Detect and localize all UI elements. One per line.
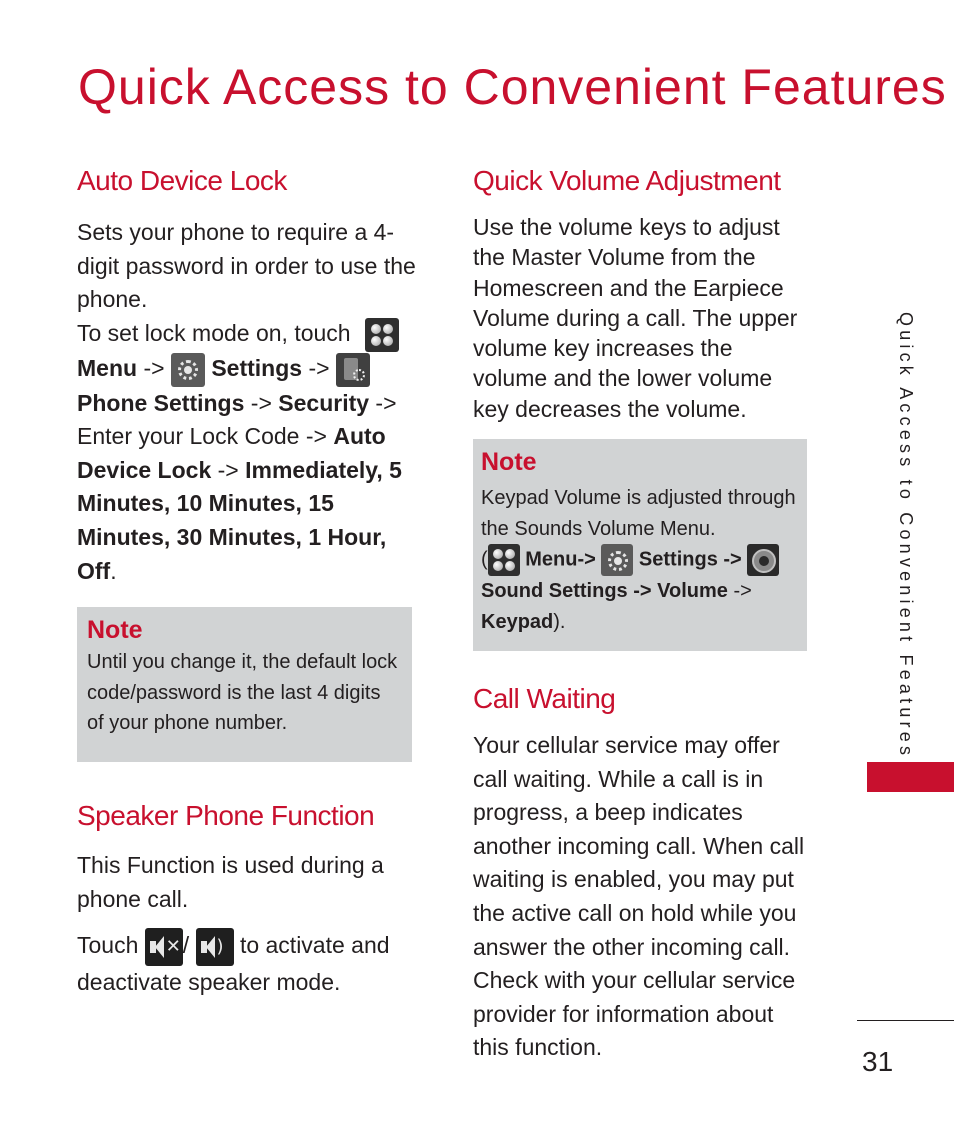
to-set-text: To set lock mode on, touch (77, 319, 351, 346)
sound-settings-icon (747, 544, 779, 576)
section-tab-marker (867, 762, 954, 792)
touch-text: Touch (77, 932, 139, 959)
menu-grid-icon (365, 318, 399, 352)
auto-device-lock-label: Auto Device Lock (77, 423, 386, 483)
keypad-label: Keypad (481, 610, 554, 633)
enter-code-text: Enter your Lock Code (77, 423, 300, 450)
auto-lock-note (77, 607, 412, 762)
sound-settings-label: Sound Settings -> (481, 580, 652, 603)
speaker-rest-text: to activate and deactivate speaker mode. (77, 932, 390, 996)
volume-note (473, 439, 807, 651)
speaker-instructions: Touch ✕ / ) to activate and deactivate speaker mode. (77, 928, 422, 1000)
settings-gear-icon (601, 544, 633, 576)
lock-options: Immediately, 5 Minutes, 10 Minutes, 15 Minutes, 30 Minutes, 1 Hour, Off (77, 456, 402, 584)
volume-label: Volume (657, 580, 728, 603)
call-waiting-heading: Call Waiting (473, 683, 616, 715)
speaker-on-icon: ) (196, 928, 234, 966)
side-section-label: Quick Access to Convenient Features (896, 312, 916, 760)
menu-grid-icon (488, 544, 520, 576)
auto-lock-instructions: To set lock mode on, touch Menu -> Settings -> Phone Settings -> Security -> Enter your Lock Code -> Auto Device Lock -> Immediately, 5 Minutes, 10 Minutes, 15 Minutes, 30 Minutes, 1 Hour, Off. (77, 317, 422, 588)
call-waiting-body: Your cellular service may offer call waiting. While a call is in progress, a beep indicates another incoming call. When call waiting is enabled, you may put the active call on hold while you answer the other incoming call. Check with your cellular service provider for information about this function. (473, 732, 805, 1061)
speaker-intro: This Function is used during a phone call. (77, 852, 384, 912)
volume-note-text: Keypad Volume is adjusted through the Sounds Volume Menu. ( Menu-> Settings -> Sound Settings -> Volume -> Keypad). (481, 487, 796, 633)
left-column (77, 165, 422, 1000)
phone-settings-icon (336, 353, 370, 387)
right-column (473, 165, 813, 1065)
volume-body: Use the volume keys to adjust the Master Volume from the Homescreen and the Earpiece Volume during a call. The upper volume key increases the volume and the lower volume key decreases the volume. (473, 214, 798, 422)
settings-label: Settings (211, 354, 303, 381)
page-title: Quick Access to Convenient Features (78, 59, 947, 115)
auto-lock-heading: Auto Device Lock (77, 165, 287, 196)
phone-settings-label: Phone Settings (77, 389, 245, 416)
menu-label: Menu-> (525, 548, 596, 571)
page-number-rule (857, 1020, 954, 1021)
note-title: Note (481, 448, 537, 477)
note-text: Until you change it, the default lock code/password is the last 4 digits of your phone number. (87, 651, 398, 735)
speaker-heading: Speaker Phone Function (77, 800, 375, 832)
volume-heading: Quick Volume Adjustment (473, 165, 781, 196)
auto-lock-intro: Sets your phone to require a 4-digit password in order to use the phone. (77, 219, 416, 313)
speaker-mute-icon: ✕ (145, 928, 183, 966)
page-number: 31 (862, 1046, 894, 1077)
settings-gear-icon (171, 353, 205, 387)
note-title: Note (87, 616, 143, 645)
menu-label: Menu (77, 354, 138, 381)
settings-label: Settings -> (638, 548, 742, 571)
security-label: Security (278, 389, 370, 416)
